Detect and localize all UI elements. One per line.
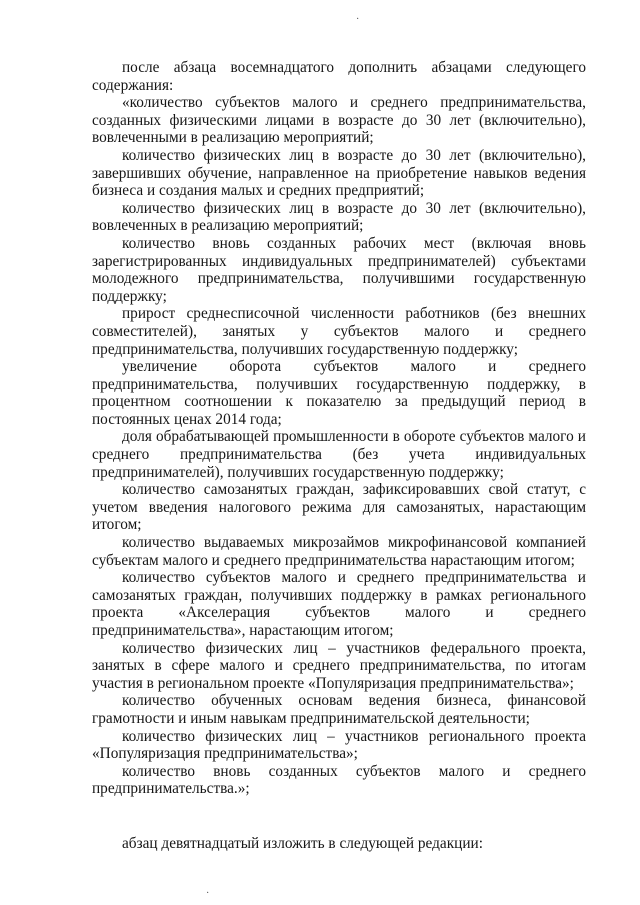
document-body xyxy=(92,59,586,853)
paragraph: после абзаца восемнадцатого дополнить абзацами следующего содержания: xyxy=(92,59,586,94)
paragraph: количество физических лиц – участников регионального проекта «Популяризация предпринимательства»; xyxy=(92,727,586,763)
paragraph: «количество субъектов малого и среднего предпринимательства, созданных физическими лицами в возрасте до 30 лет (включительно), вовлеченными в реализацию мероприятий; xyxy=(92,94,586,147)
paragraph: количество выдаваемых микрозаймов микрофинансовой компанией субъектам малого и среднего предпринимательства нарастающим итогом; xyxy=(92,534,586,569)
paragraph: количество вновь созданных рабочих мест (включая вновь зарегистрированных индивидуальных предпринимателей) субъектами молодежного предпринимательства, получившими государственную поддержку; xyxy=(92,234,586,305)
paragraph: количество субъектов малого и среднего предпринимательства и самозанятых граждан, получивших поддержку в рамках регионального проекта «Акселерация субъектов малого и среднего предпринимательства», нарастающим итогом; xyxy=(92,569,586,639)
paragraph: количество вновь созданных субъектов малого и среднего предпринимательства.»; xyxy=(92,762,586,798)
paragraph: количество обученных основам ведения бизнеса, финансовой грамотности и иным навыкам предпринимательской деятельности; xyxy=(92,692,586,727)
paragraph: количество физических лиц в возрасте до 30 лет (включительно), завершивших обучение, направленное на приобретение навыков ведения бизнеса и создания малых и средних предприятий; xyxy=(92,146,586,200)
paragraph: прирост среднесписочной численности работников (без внешних совместителей), занятых у субъектов малого и среднего предпринимательства, получивших государственную поддержку; xyxy=(92,305,586,358)
paragraph: количество самозанятых граждан, зафиксировавших свой статут, с учетом введения налогового режима для самозанятых, нарастающим итогом; xyxy=(92,481,586,534)
paragraph: доля обрабатывающей промышленности в обороте субъектов малого и среднего предпринимательства (без учета индивидуальных предпринимателей), получивших государственную поддержку; xyxy=(92,428,586,481)
scan-mark: · xyxy=(356,14,360,25)
paragraph: количество физических лиц в возрасте до 30 лет (включительно), вовлеченных в реализацию мероприятий; xyxy=(92,199,586,235)
paragraph: увеличение оборота субъектов малого и среднего предпринимательства, получивших государственную поддержку, в процентном соотношении к показателю за предыдущий период в постоянных ценах 2014 года; xyxy=(92,358,586,428)
paragraph: количество физических лиц – участников федерального проекта, занятых в сфере малого и среднего предпринимательства, по итогам участия в региональном проекте «Популяризация предпринимательства»; xyxy=(92,639,586,692)
scan-mark: · xyxy=(206,888,210,899)
closing-paragraph: абзац девятнадцатый изложить в следующей редакции: xyxy=(122,834,483,852)
